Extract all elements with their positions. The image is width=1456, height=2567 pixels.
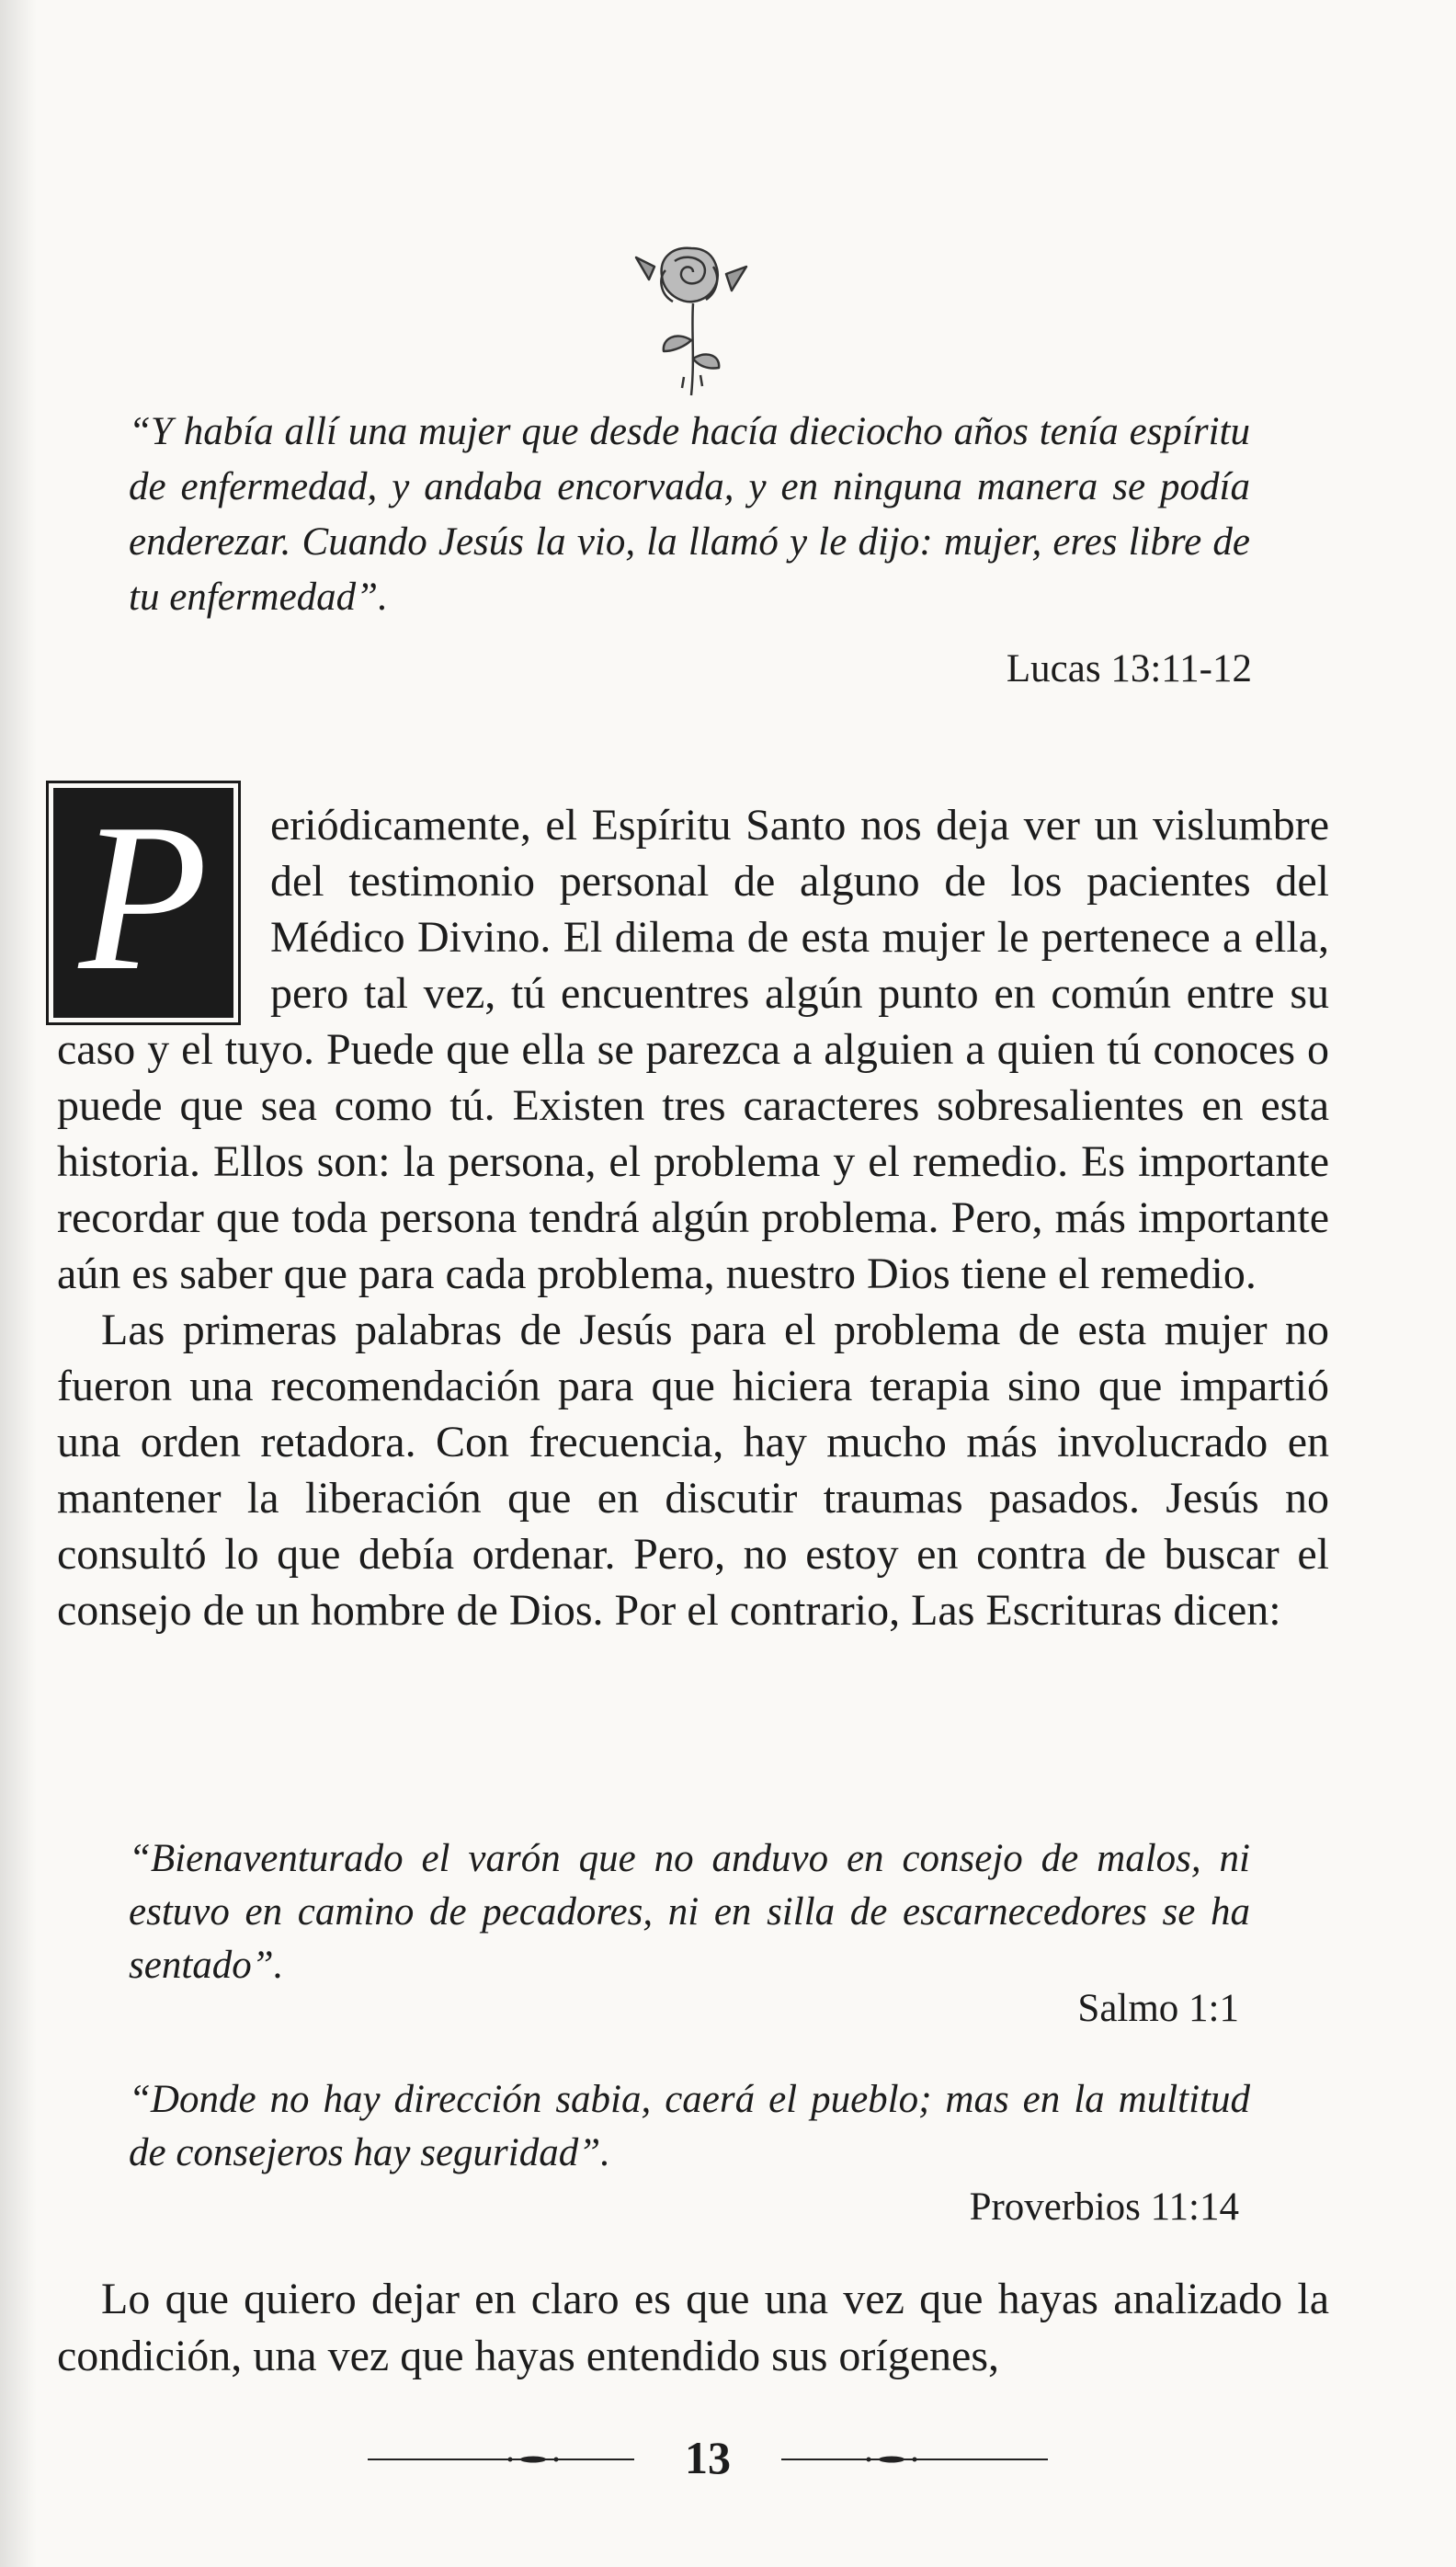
rose-ornament-icon bbox=[618, 230, 765, 405]
block-quote-2: “Donde no hay dirección sabia, caerá el pueblo; mas en la multitud de consejeros hay seguridad”. bbox=[129, 2078, 1250, 2174]
block-quote-2-reference: Proverbios 11:14 bbox=[969, 2185, 1239, 2229]
page-footer bbox=[368, 2425, 1048, 2490]
epigraph-reference: Lucas 13:11-12 bbox=[1006, 647, 1252, 690]
paragraph-2: Las primeras palabras de Jesús para el problema de esta mujer no fueron una recomendación para que hiciera terapia sino que impartió una orden retadora. Con frecuencia, hay mucho más involucrado en mantener la liberación que en discutir traumas pasados. Jesús no consultó lo que debía ordenar. Pero, no estoy en contra de buscar el consejo de un hombre de Dios. Por el contrario, Las Escrituras dicen: bbox=[57, 1306, 1329, 1635]
page-number: 13 bbox=[685, 2432, 731, 2483]
footer-ornament-left-icon bbox=[368, 2456, 634, 2463]
block-quote-1: “Bienaventurado el varón que no anduvo en consejo de malos, ni estuvo en camino de pecadores, ni en silla de escarnecedores se ha sentado”. bbox=[129, 1837, 1250, 1987]
footer-ornament-right-icon bbox=[781, 2456, 1048, 2463]
epigraph-quote: “Y había allí una mujer que desde hacía dieciocho años tenía espíritu de enfermedad, y andaba encorvada, y en ninguna manera se podía enderezar. Cuando Jesús la vio, la llamó y le dijo: mujer, eres libre de tu enfermedad”. bbox=[129, 410, 1250, 619]
closing-paragraph: Lo que quiero dejar en claro es que una vez que hayas analizado la condición, una vez que hayas entendido sus orígenes, bbox=[57, 2275, 1329, 2380]
drop-cap-letter: P bbox=[78, 788, 209, 1014]
block-quote-1-reference: Salmo 1:1 bbox=[1077, 1987, 1239, 2030]
page-gutter-shadow bbox=[0, 0, 37, 2567]
body-text bbox=[57, 797, 1329, 1638]
paragraph-1: eriódicamente, el Espíritu Santo nos deja ver un vislumbre del testimonio personal de alguno de los pacientes del Médico Divino. El dilema de esta mujer le pertenece a ella, pero tal vez, tú encuentres algún punto en común entre su caso y el tuyo. Puede que ella se parezca a alguien a quien tú conoces o puede que sea como tú. Existen tres caracteres sobresalientes en esta historia. Ellos son: la persona, el problema y el remedio. Es importante recordar que toda persona tendrá algún problema. Pero, más importante aún es saber que para cada problema, nuestro Dios tiene el remedio. bbox=[57, 801, 1329, 1298]
